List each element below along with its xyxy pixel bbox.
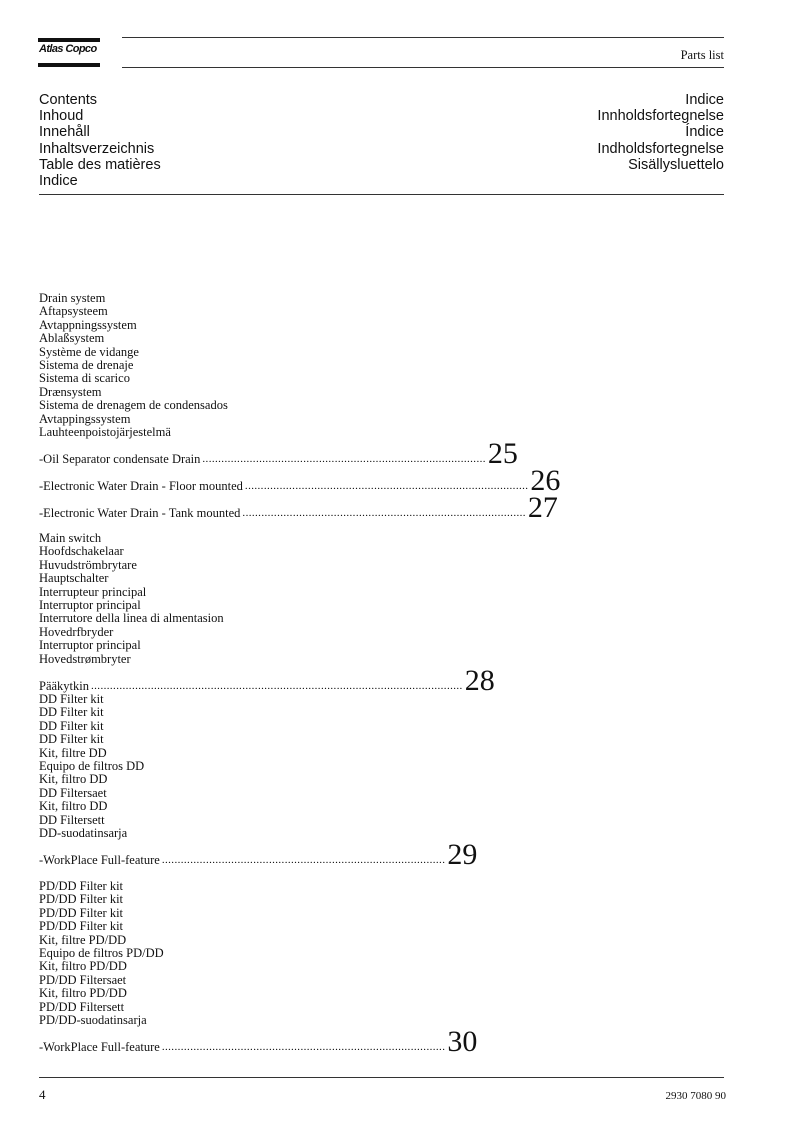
section-title: DD-suodatinsarja xyxy=(39,826,128,841)
entry-page-number: 29 xyxy=(447,838,478,872)
contents-heading: Inhaltsverzeichnis xyxy=(39,140,155,157)
logo-bottom-bar xyxy=(38,63,100,67)
page-number: 4 xyxy=(39,1087,46,1102)
contents-heading: Contents xyxy=(39,92,98,108)
section-title: Drænsystem xyxy=(39,384,102,399)
section-drain-system xyxy=(39,291,561,525)
section-title: Hovedstrømbryter xyxy=(39,651,131,666)
entry-page-number: 28 xyxy=(464,664,495,698)
contents-heading: Indice xyxy=(685,92,724,108)
toc-entry[interactable] xyxy=(39,664,495,698)
section-title: Interrutore della linea di almentasion xyxy=(39,611,224,626)
section-title: Hovedrfbryder xyxy=(39,624,114,639)
entry-label: WorkPlace Full-feature xyxy=(43,853,160,868)
section-title: DD Filtersett xyxy=(39,812,105,827)
section-pd-dd-filter-kit xyxy=(39,879,478,1059)
section-title: PD/DD Filtersett xyxy=(39,999,125,1014)
toc-entry[interactable] xyxy=(39,437,518,471)
contents-headings-left xyxy=(39,92,161,189)
section-title: Hauptschalter xyxy=(39,571,109,586)
contents-heading: Indice xyxy=(39,173,78,190)
logo-text: Atlas Copco xyxy=(39,43,97,55)
section-title: Kit, filtro PD/DD xyxy=(39,986,127,1001)
entry-dash: - xyxy=(39,853,44,868)
footer-rule xyxy=(39,1077,724,1078)
toc-entry[interactable] xyxy=(39,491,558,525)
leader-dots: .......................................................................................... xyxy=(161,1041,446,1054)
entry-label: WorkPlace Full-feature xyxy=(43,1040,160,1055)
section-title: Interruptor principal xyxy=(39,598,141,613)
section-title: PD/DD-suodatinsarja xyxy=(39,1013,147,1028)
logo-top-bar xyxy=(38,38,100,42)
section-title: Interrupteur principal xyxy=(39,584,147,599)
leader-dots: .......................................................................................... xyxy=(242,507,526,520)
contents-heading: Innehåll xyxy=(39,124,90,141)
leader-dots: .......................................................................................... xyxy=(202,453,486,466)
section-title: DD Filter kit xyxy=(39,718,104,733)
section-title: Avtappningssystem xyxy=(39,317,137,332)
entry-page-number: 30 xyxy=(447,1025,478,1059)
leader-dots: .......................................................................................... xyxy=(161,854,446,867)
section-title: DD Filtersaet xyxy=(39,785,107,800)
contents-heading: Inhoud xyxy=(39,108,84,125)
toc-entry[interactable] xyxy=(39,838,478,872)
contents-heading: Sisällysluettelo xyxy=(628,156,724,173)
entry-label: Electronic Water Drain - Tank mounted xyxy=(43,506,241,521)
section-title: PD/DD Filter kit xyxy=(39,892,124,907)
section-title: Aftapsysteem xyxy=(39,304,108,319)
entry-dash: - xyxy=(39,1040,44,1055)
section-title: Drain system xyxy=(39,291,106,305)
section-title: Lauhteenpoistojärjestelmä xyxy=(39,425,171,440)
entry-page-number: 26 xyxy=(530,464,561,498)
entry-label: Pääkytkin xyxy=(39,678,89,693)
contents-heading: Indholdsfortegnelse xyxy=(597,140,724,157)
entry-dash: - xyxy=(39,506,44,521)
section-title: Equipo de filtros PD/DD xyxy=(39,946,164,961)
section-title: PD/DD Filtersaet xyxy=(39,972,127,987)
section-title: Kit, filtro DD xyxy=(39,772,108,787)
section-title: Sistema de drenaje xyxy=(39,358,134,373)
section-title: Avtappingssystem xyxy=(39,411,131,426)
section-title: DD Filter kit xyxy=(39,705,104,720)
section-title: Sistema di scarico xyxy=(39,371,130,386)
section-main-switch xyxy=(39,531,495,698)
leader-dots: ...................................................................................................................... xyxy=(91,679,463,692)
section-title: Interruptor principal xyxy=(39,638,141,653)
section-title: Equipo de filtros DD xyxy=(39,759,145,774)
section-title: DD Filter kit xyxy=(39,732,104,747)
section-dd-filter-kit xyxy=(39,692,478,872)
atlas-copco-logo xyxy=(38,38,100,68)
section-title: Sistema de drenagem de condensados xyxy=(39,398,228,413)
entry-page-number: 27 xyxy=(527,491,558,525)
contents-heading: Índice xyxy=(685,124,724,141)
section-title: Kit, filtre PD/DD xyxy=(39,932,127,947)
entry-label: Electronic Water Drain - Floor mounted xyxy=(43,479,243,494)
section-title: Ablaßsystem xyxy=(39,331,105,346)
entry-dash: - xyxy=(39,452,44,467)
section-title: Kit, filtre DD xyxy=(39,745,107,760)
contents-headings-right xyxy=(597,92,724,173)
section-title: Hoofdschakelaar xyxy=(39,544,124,559)
contents-heading: Table des matières xyxy=(39,156,161,173)
section-title: PD/DD Filter kit xyxy=(39,905,124,920)
section-title: Système de vidange xyxy=(39,344,139,359)
entry-page-number: 25 xyxy=(487,437,518,471)
contents-heading: Innholdsfortegnelse xyxy=(597,108,724,125)
section-title: Huvudströmbrytare xyxy=(39,557,137,572)
entry-label: Oil Separator condensate Drain xyxy=(43,452,201,467)
section-title: Kit, filtro DD xyxy=(39,799,108,814)
section-title: Main switch xyxy=(39,531,102,545)
leader-dots: .......................................................................................... xyxy=(244,480,529,493)
entry-dash: - xyxy=(39,479,44,494)
section-title: DD Filter kit xyxy=(39,692,104,706)
header-rule-bottom xyxy=(122,67,724,68)
section-title: PD/DD Filter kit xyxy=(39,919,124,934)
section-title: Kit, filtro PD/DD xyxy=(39,959,127,974)
header-rule-top xyxy=(122,37,724,38)
toc-entry[interactable] xyxy=(39,1025,478,1059)
section-title: PD/DD Filter kit xyxy=(39,879,124,893)
document-type: Parts list xyxy=(680,48,724,62)
toc-entry[interactable] xyxy=(39,464,561,498)
contents-rule xyxy=(39,194,724,195)
document-number: 2930 7080 90 xyxy=(665,1090,726,1102)
